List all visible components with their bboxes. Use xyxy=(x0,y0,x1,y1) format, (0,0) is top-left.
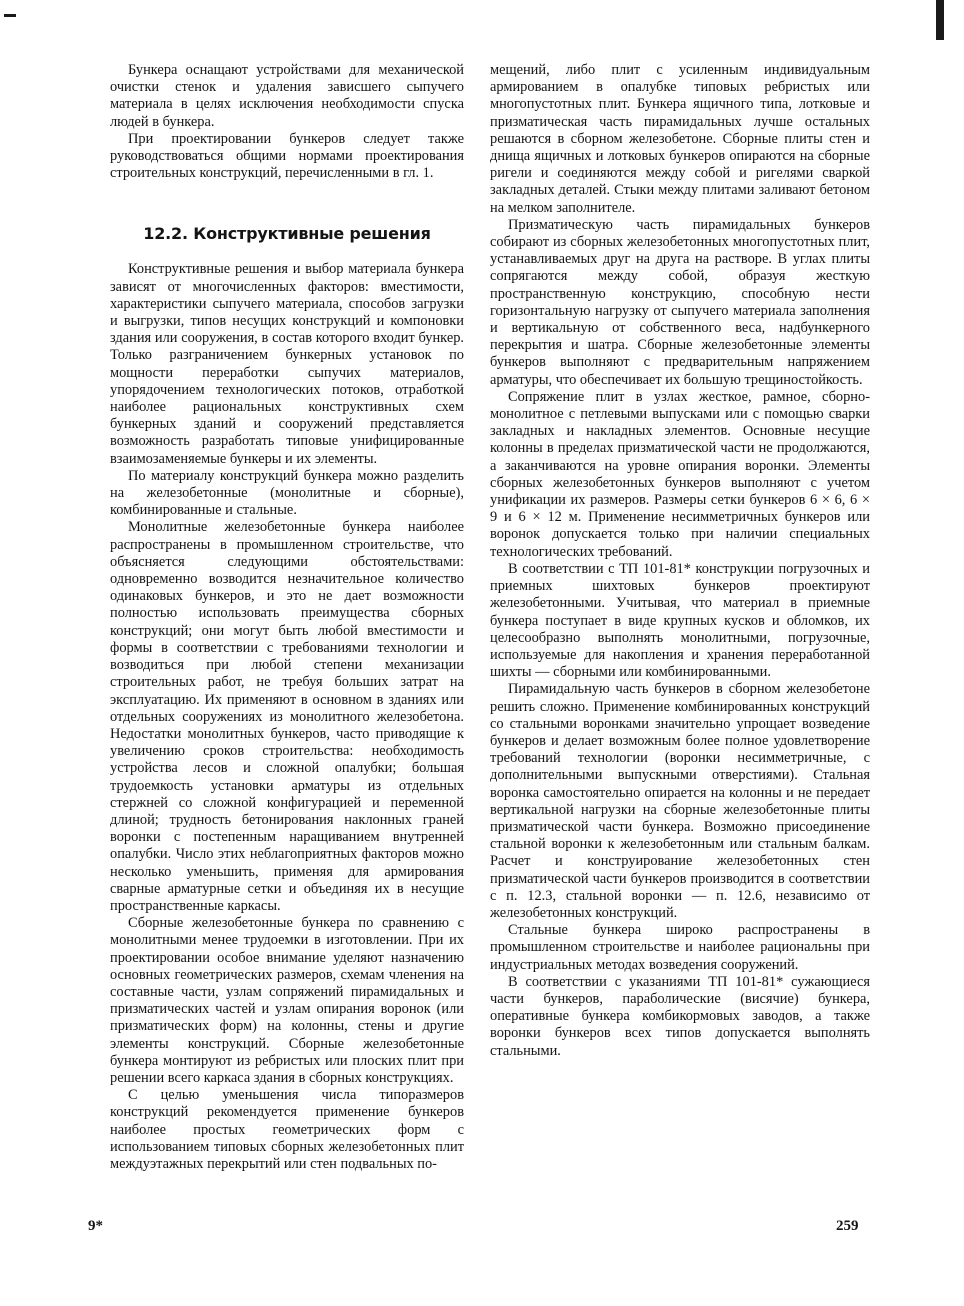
scan-edge-mark xyxy=(4,14,16,17)
paragraph: Бункера оснащают устройствами для механической очистки стенок и удаления зависшего сыпучего материала в целях исключения необходимости спуска людей в бункера. xyxy=(110,62,464,130)
paragraph: Пирамидальную часть бункеров в сборном железобетоне решить сложно. Применение комбинированных конструкций со стальными воронками значительно упрощает возведение бункеров и делает возможным более полное удовлетворение требований технологии (воронки несимметричные, с дополнительными выпускными отверстиями). Стальная воронка самостоятельно опирается на колонны и не передает вертикальной нагрузки на сборные железобетонные плиты призматической части бункера. Возможно присоединение стальной воронки к железобетонным или стальным балкам. Расчет и конструирование железобетонных стен призматической части бункеров производится в соответствии с п. 12.3, стальной воронки — п. 12.6, независимо от железобетонных конструкций. xyxy=(490,681,870,921)
paragraph: Стальные бункера широко распространены в промышленном строительстве и наиболее рациональны при индустриальных методах возведения сооружений. xyxy=(490,922,870,973)
paragraph: По материалу конструкций бункера можно разделить на железобетонные (монолитные и сборные), комбинированные и стальные. xyxy=(110,467,464,519)
right-column xyxy=(490,62,870,1060)
paragraph: Сборные железобетонные бункера по сравнению с монолитными менее трудоемки в изготовлении. При их проектировании особое внимание уделяют назначению основных геометрических размеров, схемам членения на составные части, узлам сопряжений пирамидальных и призматических частей и узлам опирания воронок (или призматических форм) на колонны, стены и другие элементы конструкций. Сборные железобетонные бункера монтируют из ребристых или плоских плит при решении всего каркаса здания в сборных конструкциях. xyxy=(110,915,464,1086)
paragraph: Призматическую часть пирамидальных бункеров собирают из сборных железобетонных многопустотных плит, устанавливаемых друг на друга на растворе. В углах плиты сопрягаются между собой, образуя жесткую пространственную конструкцию, способную нести горизонтальную нагрузку от сыпучего материала заполнения и вертикальную от собственного веса, надбункерного перекрытия и шатра. Сборные железобетонные элементы бункеров выполняют с предварительным напряжением арматуры, что обеспечивает их большую трещиностойкость. xyxy=(490,216,870,388)
section-heading: 12.2. Конструктивные решения xyxy=(143,224,431,244)
left-column xyxy=(110,62,464,1173)
paragraph: Сопряжение плит в узлах жесткое, рамное, сборно-монолитное с петлевыми выпусками или с помощью сварки закладных и накладных элементов. Основные несущие колонны в пределах призматической части не продолжаются, а заканчиваются на уровне опирания воронки. Элементы сборных железобетонных бункеров выполняют с учетом унификации их размеров. Размеры сетки бункеров 6 × 6, 6 × 9 и 6 × 12 м. Применение несимметричных бункеров или воронок допускается только при наличии специальных технологических требований. xyxy=(490,388,870,560)
printer-signature-mark: 9* xyxy=(88,1218,103,1234)
paragraph: мещений, либо плит с усиленным индивидуальным армированием в опалубке типовых ребристых или многопустотных плит. Бункера ящичного типа, лотковые и призматическая часть пирамидальных лучше остальных решаются в сборном железобетоне. Сборные плиты стен и днища ящичных и лотковых бункеров опираются на сборные ригели и соединяются между собой и ригелями сваркой закладных деталей. Стыки между плитами заливают бетоном на мелком заполнителе. xyxy=(490,62,870,216)
paragraph: Монолитные железобетонные бункера наиболее распространены в промышленном строительстве, что объясняется следующими обстоятельствами: одновременно возводится незначительное количество одинаковых бункеров, и это не дает возможности полностью использовать преимущества сборных конструкций; они могут быть любой вместимости и формы в соответствии с требованиями технологии и возводиться при любой степени механизации строительных работ, не требуя больших затрат на эксплуатацию. Их применяют в основном в зданиях или отдельных сооружениях из монолитного железобетона. Недостатки монолитных бункеров, часто приводящие к увеличению сроков строительства: необходимость устройства лесов и сложной опалубки; большая трудоемкость установки арматуры из отдельных стержней со сложной конфигурацией и переменной длиной; трудность бетонирования наклонных граней воронки с постепенным наращиванием внутренней опалубки. Число этих неблагоприятных факторов можно несколько уменьшить, применяя для армирования сварные арматурные сетки и объединяя их в несущие пространственные каркасы. xyxy=(110,519,464,914)
page-number: 259 xyxy=(836,1218,859,1234)
paragraph: В соответствии с указаниями ТП 101-81* сужающиеся части бункеров, параболические (висячие) бункера, оперативные бункера комбикормовых заводов, а также воронки бункеров всех типов допускается выполнять стальными. xyxy=(490,973,870,1059)
paragraph: Конструктивные решения и выбор материала бункера зависят от многочисленных факторов: вместимости, характеристики сыпучего материала, способов загрузки и выгрузки, типов несущих конструкций и компоновки здания или сооружения, в состав которого входит бункер. Только разграничением бункерных установок по мощности переработки сыпучих материалов, упорядочением технологических потоков, отработкой наиболее рациональных конструктивных схем бункерных зданий и сооружений представляется возможность разработать типовые унифицированные взаимозаменяемые бункеры и их элементы. xyxy=(110,261,464,467)
scan-edge-mark xyxy=(936,0,944,40)
paragraph: При проектировании бункеров следует также руководствоваться общими нормами проектирования строительных конструкций, перечисленными в гл. 1. xyxy=(110,130,464,182)
paragraph: В соответствии с ТП 101-81* конструкции погрузочных и приемных шихтовых бункеров проектируют железобетонными. Учитывая, что материал в приемные бункера поступает в виде крупных кусков и обломков, их целесообразно выполнять монолитными, погрузочные, используемые для накопления и хранения переработанной шихты — сборными или комбинированными. xyxy=(490,560,870,681)
paragraph: С целью уменьшения числа типоразмеров конструкций рекомендуется применение бункеров наиболее простых геометрических форм с использованием типовых сборных железобетонных плит междуэтажных перекрытий или стен подвальных по- xyxy=(110,1087,464,1172)
